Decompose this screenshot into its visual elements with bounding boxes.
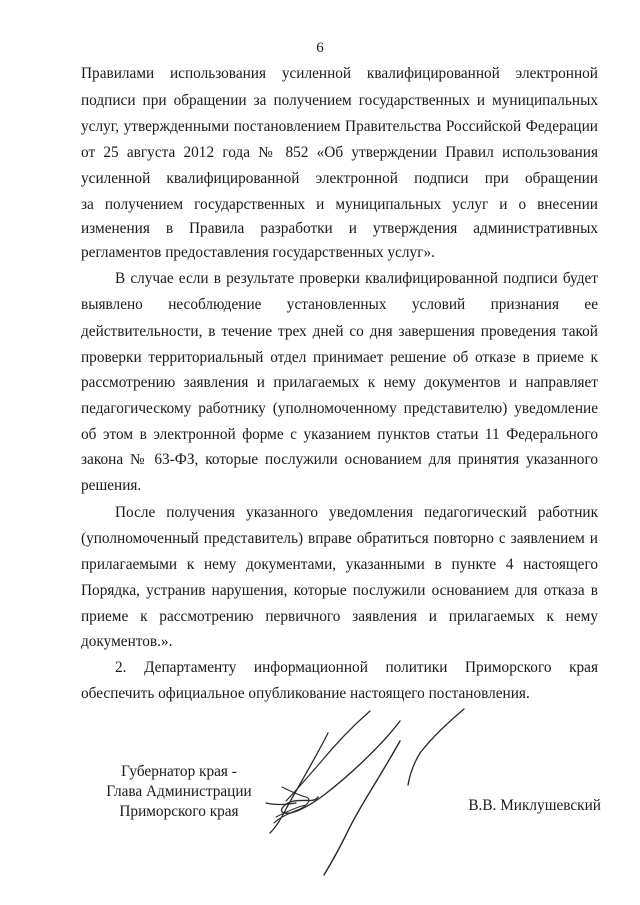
signatory-position xyxy=(96,762,262,822)
text-line: приеме к рассмотрению первичного заявления и прилагаемых к нему xyxy=(81,608,598,625)
text-line: рассмотрению заявления и прилагаемых к нему документов и направляет xyxy=(81,374,598,391)
text-line: документов.». xyxy=(81,633,173,650)
page-number: 6 xyxy=(316,40,324,56)
text-line: усиленной квалифицированной электронной подписи при обращении xyxy=(81,170,598,187)
text-line: действительности, в течение трех дней со дня завершения проведения такой xyxy=(81,323,598,340)
text-line: за получением государственных и муниципальных услуг и о внесении xyxy=(81,196,598,213)
text-line: проверки территориальный отдел принимает решение об отказе в приеме к xyxy=(81,349,598,366)
text-line: услуг, утвержденными постановлением Правительства Российской Федерации xyxy=(81,118,598,135)
signatory-position-line: Приморского края xyxy=(119,803,239,820)
text-line: выявлено несоблюдение установленных условий признания ее xyxy=(81,296,598,313)
text-line: об этом в электронной форме с указанием пунктов статьи 11 Федерального xyxy=(81,426,598,443)
text-line: (уполномоченный представитель) вправе обратиться повторно с заявлением и xyxy=(81,530,598,547)
handwritten-signature xyxy=(250,705,480,895)
text-line: педагогическому работнику (уполномоченному представителю) уведомление xyxy=(81,400,598,417)
text-line: регламентов предоставления государственных услуг». xyxy=(81,244,435,261)
signatory-position-line: Глава Администрации xyxy=(106,783,252,800)
text-line: Правилами использования усиленной квалифицированной электронной xyxy=(81,65,598,82)
text-line: 2. Департаменту информационной политики Приморского края xyxy=(115,659,598,676)
text-line: прилагаемыми к нему документами, указанными в пункте 4 настоящего xyxy=(81,556,598,573)
signatory-name: В.В. Миклушевский xyxy=(468,797,601,814)
text-line: изменения в Правила разработки и утверждения административных xyxy=(81,220,598,237)
text-line: Порядка, устранив нарушения, которые послужили основанием для отказа в xyxy=(81,582,598,599)
text-line: обеспечить официальное опубликование настоящего постановления. xyxy=(81,685,530,702)
signatory-position-line: Губернатор края - xyxy=(121,763,237,780)
text-line: После получения указанного уведомления педагогический работник xyxy=(115,504,598,521)
text-line: В случае если в результате проверки квалифицированной подписи будет xyxy=(115,270,598,287)
text-line: от 25 августа 2012 года № 852 «Об утверждении Правил использования xyxy=(81,144,598,161)
text-line: решения. xyxy=(81,477,142,494)
text-line: подписи при обращении за получением государственных и муниципальных xyxy=(81,92,598,109)
text-line: закона № 63-ФЗ, которые послужили основанием для принятия указанного xyxy=(81,451,598,468)
